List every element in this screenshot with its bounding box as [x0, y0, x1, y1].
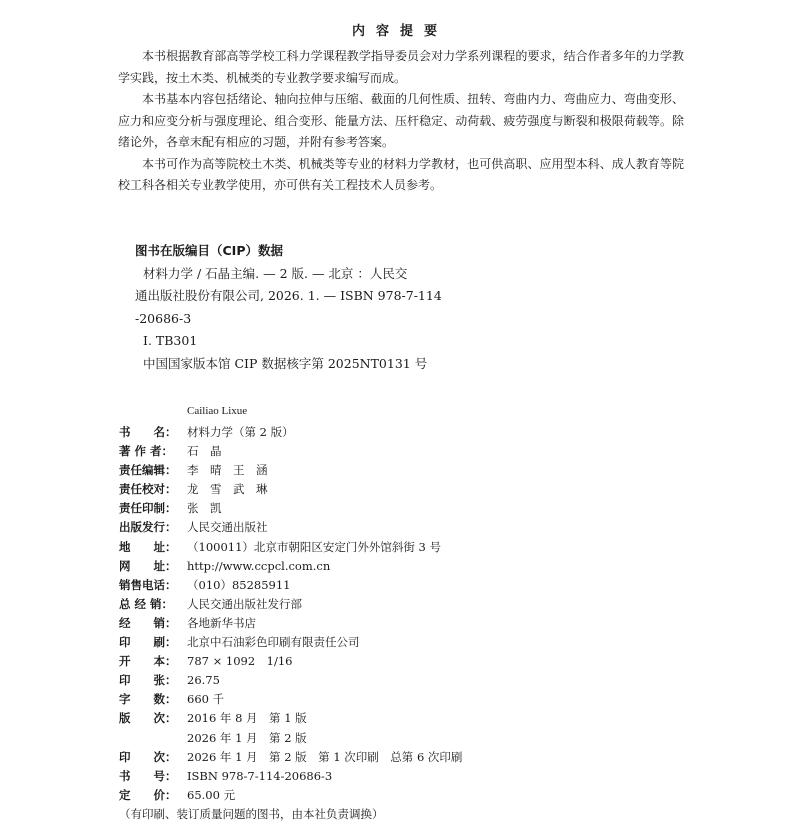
colophon-label: 版 次： — [119, 711, 177, 726]
colophon-value: 人民交通出版社发行部 — [187, 596, 302, 611]
colophon-row — [119, 576, 519, 595]
colophon-label: 开 本： — [119, 654, 177, 669]
colophon-value: （010）85285911 — [187, 577, 291, 592]
colophon-row — [119, 633, 519, 652]
cip-line: -20686-3 — [135, 310, 192, 326]
colophon-value: 龙 雪 武 琳 — [187, 482, 268, 497]
colophon-row — [119, 423, 519, 442]
colophon-row — [119, 786, 519, 805]
colophon-label: 地 址： — [119, 539, 177, 554]
colophon-label: 印 张： — [119, 673, 177, 688]
colophon-value: 北京中石油彩色印刷有限责任公司 — [187, 635, 360, 650]
colophon-row — [119, 518, 519, 537]
colophon-value: 李 晴 王 涵 — [187, 463, 268, 478]
colophon-label: 书 名： — [119, 425, 177, 439]
colophon-value: 石 晶 — [187, 444, 222, 459]
summary-title: 内容提要 — [351, 24, 448, 39]
colophon-value: 各地新华书店 — [187, 615, 256, 630]
romanized-title: Cailiao Lixue — [187, 405, 248, 417]
colophon-rows — [119, 423, 519, 824]
summary-body — [118, 46, 684, 197]
colophon-row — [119, 671, 519, 690]
cip-line: 中国国家版本馆 CIP 数据核字第 2025NT0131 号 — [143, 355, 428, 371]
colophon-row — [119, 690, 519, 709]
summary-paragraph: 本书可作为高等院校土木类、机械类等专业的材料力学教材，也可供高职、应用型本科、成人教育等院校工科各相关专业教学使用，亦可供有关工程技术人员参考。 — [118, 156, 684, 192]
colophon-value: （100011）北京市朝阳区安定门外外馆斜街 3 号 — [187, 539, 442, 554]
colophon-value: 787 × 1092 1/16 — [187, 654, 293, 669]
colophon-row — [119, 499, 519, 518]
colophon-row — [119, 557, 519, 576]
colophon-row — [119, 748, 519, 767]
colophon-value: 2026 年 1 月 第 2 版 第 1 次印刷 总第 6 次印刷 — [187, 749, 463, 764]
colophon-label: 定 价： — [119, 787, 177, 802]
colophon-value: 660 千 — [187, 692, 225, 707]
colophon-value: http://www.ccpcl.com.cn — [187, 558, 331, 573]
colophon-row — [119, 442, 519, 461]
colophon-row — [119, 767, 519, 786]
colophon-row — [119, 729, 519, 748]
colophon-label: 责任印制： — [119, 501, 177, 516]
cip-line: 材料力学 / 石晶主编. — 2 版. — 北京 ：人民交 — [143, 265, 408, 281]
quality-note: （有印刷、装订质量问题的图书，由本社负责调换） — [119, 806, 384, 821]
colophon-label: 责任校对： — [119, 482, 177, 497]
colophon-label: 销售电话： — [119, 577, 177, 592]
colophon-row — [119, 461, 519, 480]
colophon-label: 著 作 者： — [119, 444, 174, 459]
colophon-value: 人民交通出版社 — [187, 520, 268, 535]
colophon-row — [119, 652, 519, 671]
colophon-label: 印 次： — [119, 749, 177, 764]
colophon-value: 2026 年 1 月 第 2 版 — [187, 730, 307, 745]
cip-title: 图书在版编目（CIP）数据 — [135, 243, 283, 258]
colophon-value: ISBN 978-7-114-20686-3 — [187, 768, 333, 783]
colophon-label: 书 号： — [119, 768, 177, 783]
colophon-value: 材料力学（第 2 版） — [187, 425, 294, 439]
colophon-row — [119, 480, 519, 499]
cip-line: 通出版社股份有限公司, 2026. 1. — ISBN 978-7-114 — [135, 288, 442, 303]
colophon-label — [119, 729, 187, 748]
colophon-value: 2016 年 8 月 第 1 版 — [187, 711, 307, 726]
colophon-row — [119, 614, 519, 633]
colophon-label: 经 销： — [119, 615, 177, 630]
summary-paragraph: 本书基本内容包括绪论、轴向拉伸与压缩、截面的几何性质、扭转、弯曲内力、弯曲应力、弯曲变形、应力和应变分析与强度理论、组合变形、能量方法、压杆稳定、动荷载、疲劳强度与断裂和极限荷载等。除绪论外，各章末配有相应的习题，并附有参考答案。 — [118, 92, 684, 149]
colophon-row — [119, 709, 519, 728]
colophon-value: 26.75 — [187, 673, 220, 688]
colophon-value: 65.00 元 — [187, 787, 236, 802]
cip-line: Ⅰ. TB301 — [143, 333, 198, 348]
colophon-label: 字 数： — [119, 692, 177, 707]
cip-block — [135, 240, 465, 375]
colophon-label: 网 址： — [119, 558, 177, 573]
colophon-value: 张 凯 — [187, 501, 222, 516]
colophon-label: 责任编辑： — [119, 463, 177, 478]
colophon-label: 出版发行： — [119, 520, 177, 535]
colophon-label: 印 刷： — [119, 635, 177, 650]
colophon-label: 总 经 销： — [119, 596, 174, 611]
summary-paragraph: 本书根据教育部高等学校工科力学课程教学指导委员会对力学系列课程的要求，结合作者多年的力学教学实践，按土木类、机械类的专业教学要求编写而成。 — [118, 49, 684, 85]
colophon-row — [119, 595, 519, 614]
colophon-row — [119, 538, 519, 557]
